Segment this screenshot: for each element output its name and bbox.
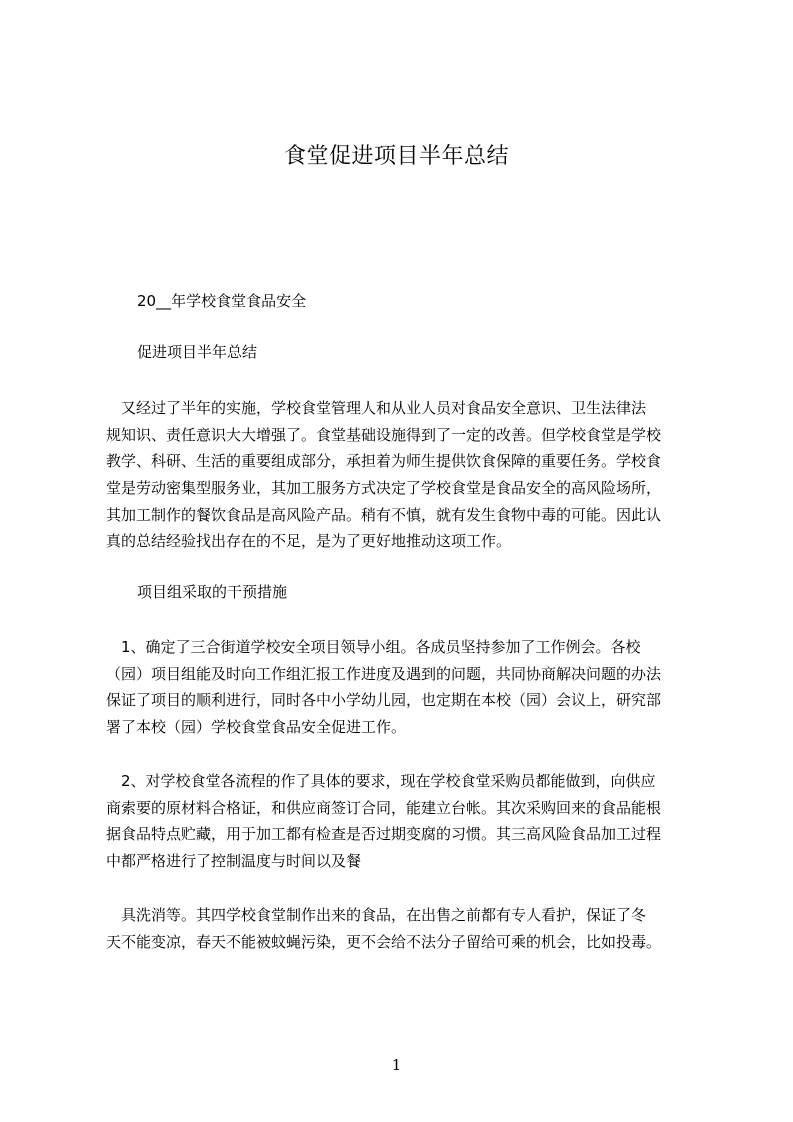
paragraph-line: 天不能变凉，春天不能被蚊蝇污染，更不会给不法分子留给可乘的机会，比如投毒。 bbox=[106, 933, 662, 951]
document-title: 食堂促进项目半年总结 bbox=[283, 144, 509, 169]
paragraph-line: 真的总结经验找出存在的不足，是为了更好地推动这项工作。 bbox=[106, 532, 512, 550]
paragraph-line: 1、确定了三合街道学校安全项目领导小组。各成员坚持参加了工作例会。各校 bbox=[106, 638, 641, 656]
paragraph-line: 具洗消等。其四学校食堂制作出来的食品，在出售之前都有专人看护，保证了冬 bbox=[106, 906, 647, 924]
paragraph-line: 堂是劳动密集型服务业，其加工服务方式决定了学校食堂是食品安全的高风险场所， bbox=[106, 479, 662, 497]
paragraph-line: （园）项目组能及时向工作组汇报工作进度及遇到的问题，共同协商解决问题的办法 bbox=[106, 665, 662, 683]
page-number: 1 bbox=[391, 1056, 402, 1074]
paragraph-line: 又经过了半年的实施，学校食堂管理人和从业人员对食品安全意识、卫生法律法 bbox=[106, 399, 647, 417]
paragraph-line: 据食品特点贮藏，用于加工都有检查是否过期变腐的习惯。其三高风险食品加工过程 bbox=[106, 825, 662, 843]
paragraph-line: 2、对学校食堂各流程的作了具体的要求，现在学校食堂采购员都能做到，向供应 bbox=[106, 772, 656, 790]
paragraph-line: 其加工制作的餐饮食品是高风险产品。稍有不慎，就有发生食物中毒的可能。因此认 bbox=[106, 506, 662, 524]
paragraph-line: 保证了项目的顺利进行，同时各中小学幼儿园，也定期在本校（园）会议上，研究部 bbox=[106, 691, 662, 709]
paragraph-line: 署了本校（园）学校食堂食品安全促进工作。 bbox=[106, 718, 407, 736]
section-heading: 项目组采取的干预措施 bbox=[137, 583, 288, 601]
paragraph-line: 规知识、责任意识大大增强了。食堂基础设施得到了一定的改善。但学校食堂是学校 bbox=[106, 426, 662, 444]
paragraph-line: 教学、科研、生活的重要组成部分，承担着为师生提供饮食保障的重要任务。学校食 bbox=[106, 452, 662, 470]
intro-line-1: 20__年学校食堂食品安全 bbox=[137, 292, 307, 310]
paragraph-line: 中都严格进行了控制温度与时间以及餐 bbox=[106, 852, 362, 870]
paragraph-line: 商索要的原材料合格证，和供应商签订合同，能建立台帐。其次采购回来的食品能根 bbox=[106, 799, 662, 817]
intro-line-2: 促进项目半年总结 bbox=[137, 343, 258, 361]
